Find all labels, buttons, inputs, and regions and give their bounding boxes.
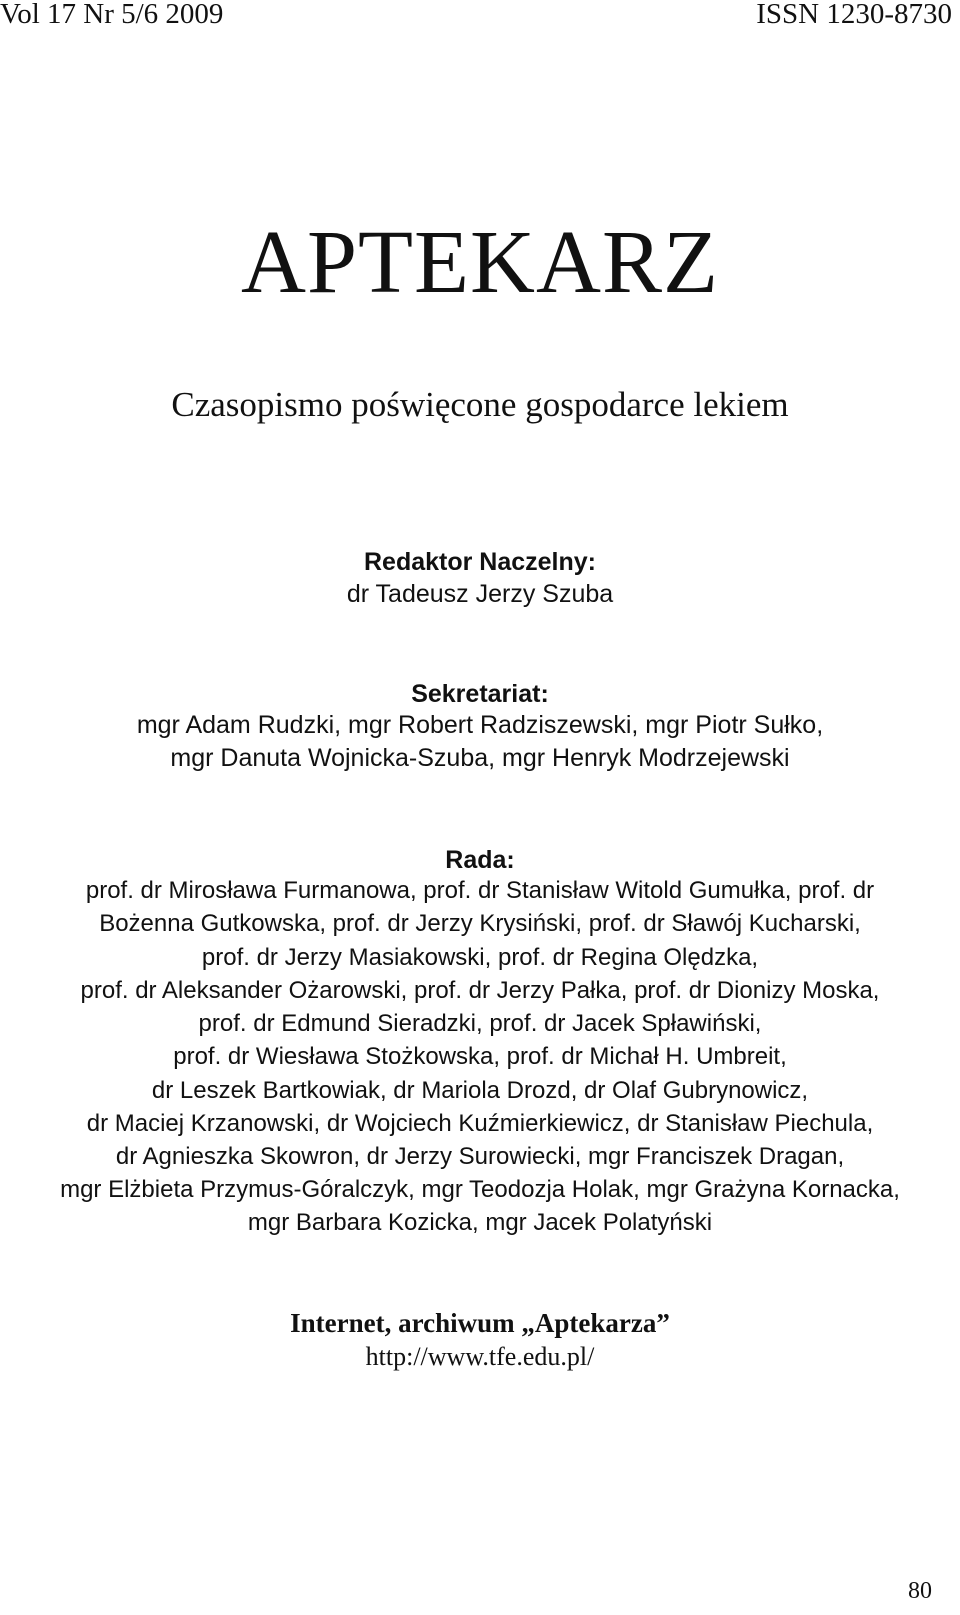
archive-url[interactable]: http://www.tfe.edu.pl/ [365,1342,595,1371]
board-line: prof. dr Mirosława Furmanowa, prof. dr Stanisław Witold Gumułka, prof. dr [85,877,875,904]
volume-info: Vol 17 Nr 5/6 2009 [0,0,224,30]
board-line: dr Leszek Bartkowiak, dr Mariola Drozd, dr Olaf Gubrynowicz, [151,1077,809,1104]
board-line: dr Maciej Krzanowski, dr Wojciech Kuźmierkiewicz, dr Stanisław Piechula, [86,1110,874,1137]
journal-subtitle: Czasopismo poświęcone gospodarce lekiem [171,385,789,424]
editor-label: Redaktor Naczelny: [363,548,597,576]
board-line: dr Agnieszka Skowron, dr Jerzy Surowiecki, mgr Franciszek Dragan, [115,1143,845,1170]
secretariat-line: mgr Adam Rudzki, mgr Robert Radziszewski, mgr Piotr Sułko, [136,711,824,739]
board-line: prof. dr Wiesława Stożkowska, prof. dr Michał H. Umbreit, [173,1043,787,1070]
journal-title: APTEKARZ [241,213,719,312]
board-line: prof. dr Aleksander Ożarowski, prof. dr Jerzy Pałka, prof. dr Dionizy Moska, [80,977,880,1004]
editor-name: dr Tadeusz Jerzy Szuba [346,580,614,608]
board-line: mgr Barbara Kozicka, mgr Jacek Polatyński [247,1209,713,1236]
page-number: 80 [908,1578,932,1604]
board-line: prof. dr Jerzy Masiakowski, prof. dr Regina Olędzka, [201,944,759,971]
board-line: prof. dr Edmund Sieradzki, prof. dr Jacek Spławiński, [198,1010,762,1037]
board-label: Rada: [445,846,515,874]
archive-label: Internet, archiwum „Aptekarza” [290,1308,670,1338]
board-line: Bożenna Gutkowska, prof. dr Jerzy Krysiński, prof. dr Sławój Kucharski, [99,910,861,937]
secretariat-line: mgr Danuta Wojnicka-Szuba, mgr Henryk Modrzejewski [170,744,790,772]
issn: ISSN 1230-8730 [756,0,952,30]
board-line: mgr Elżbieta Przymus-Góralczyk, mgr Teodozja Holak, mgr Grażyna Kornacka, [60,1176,900,1203]
secretariat-label: Sekretariat: [411,680,549,708]
